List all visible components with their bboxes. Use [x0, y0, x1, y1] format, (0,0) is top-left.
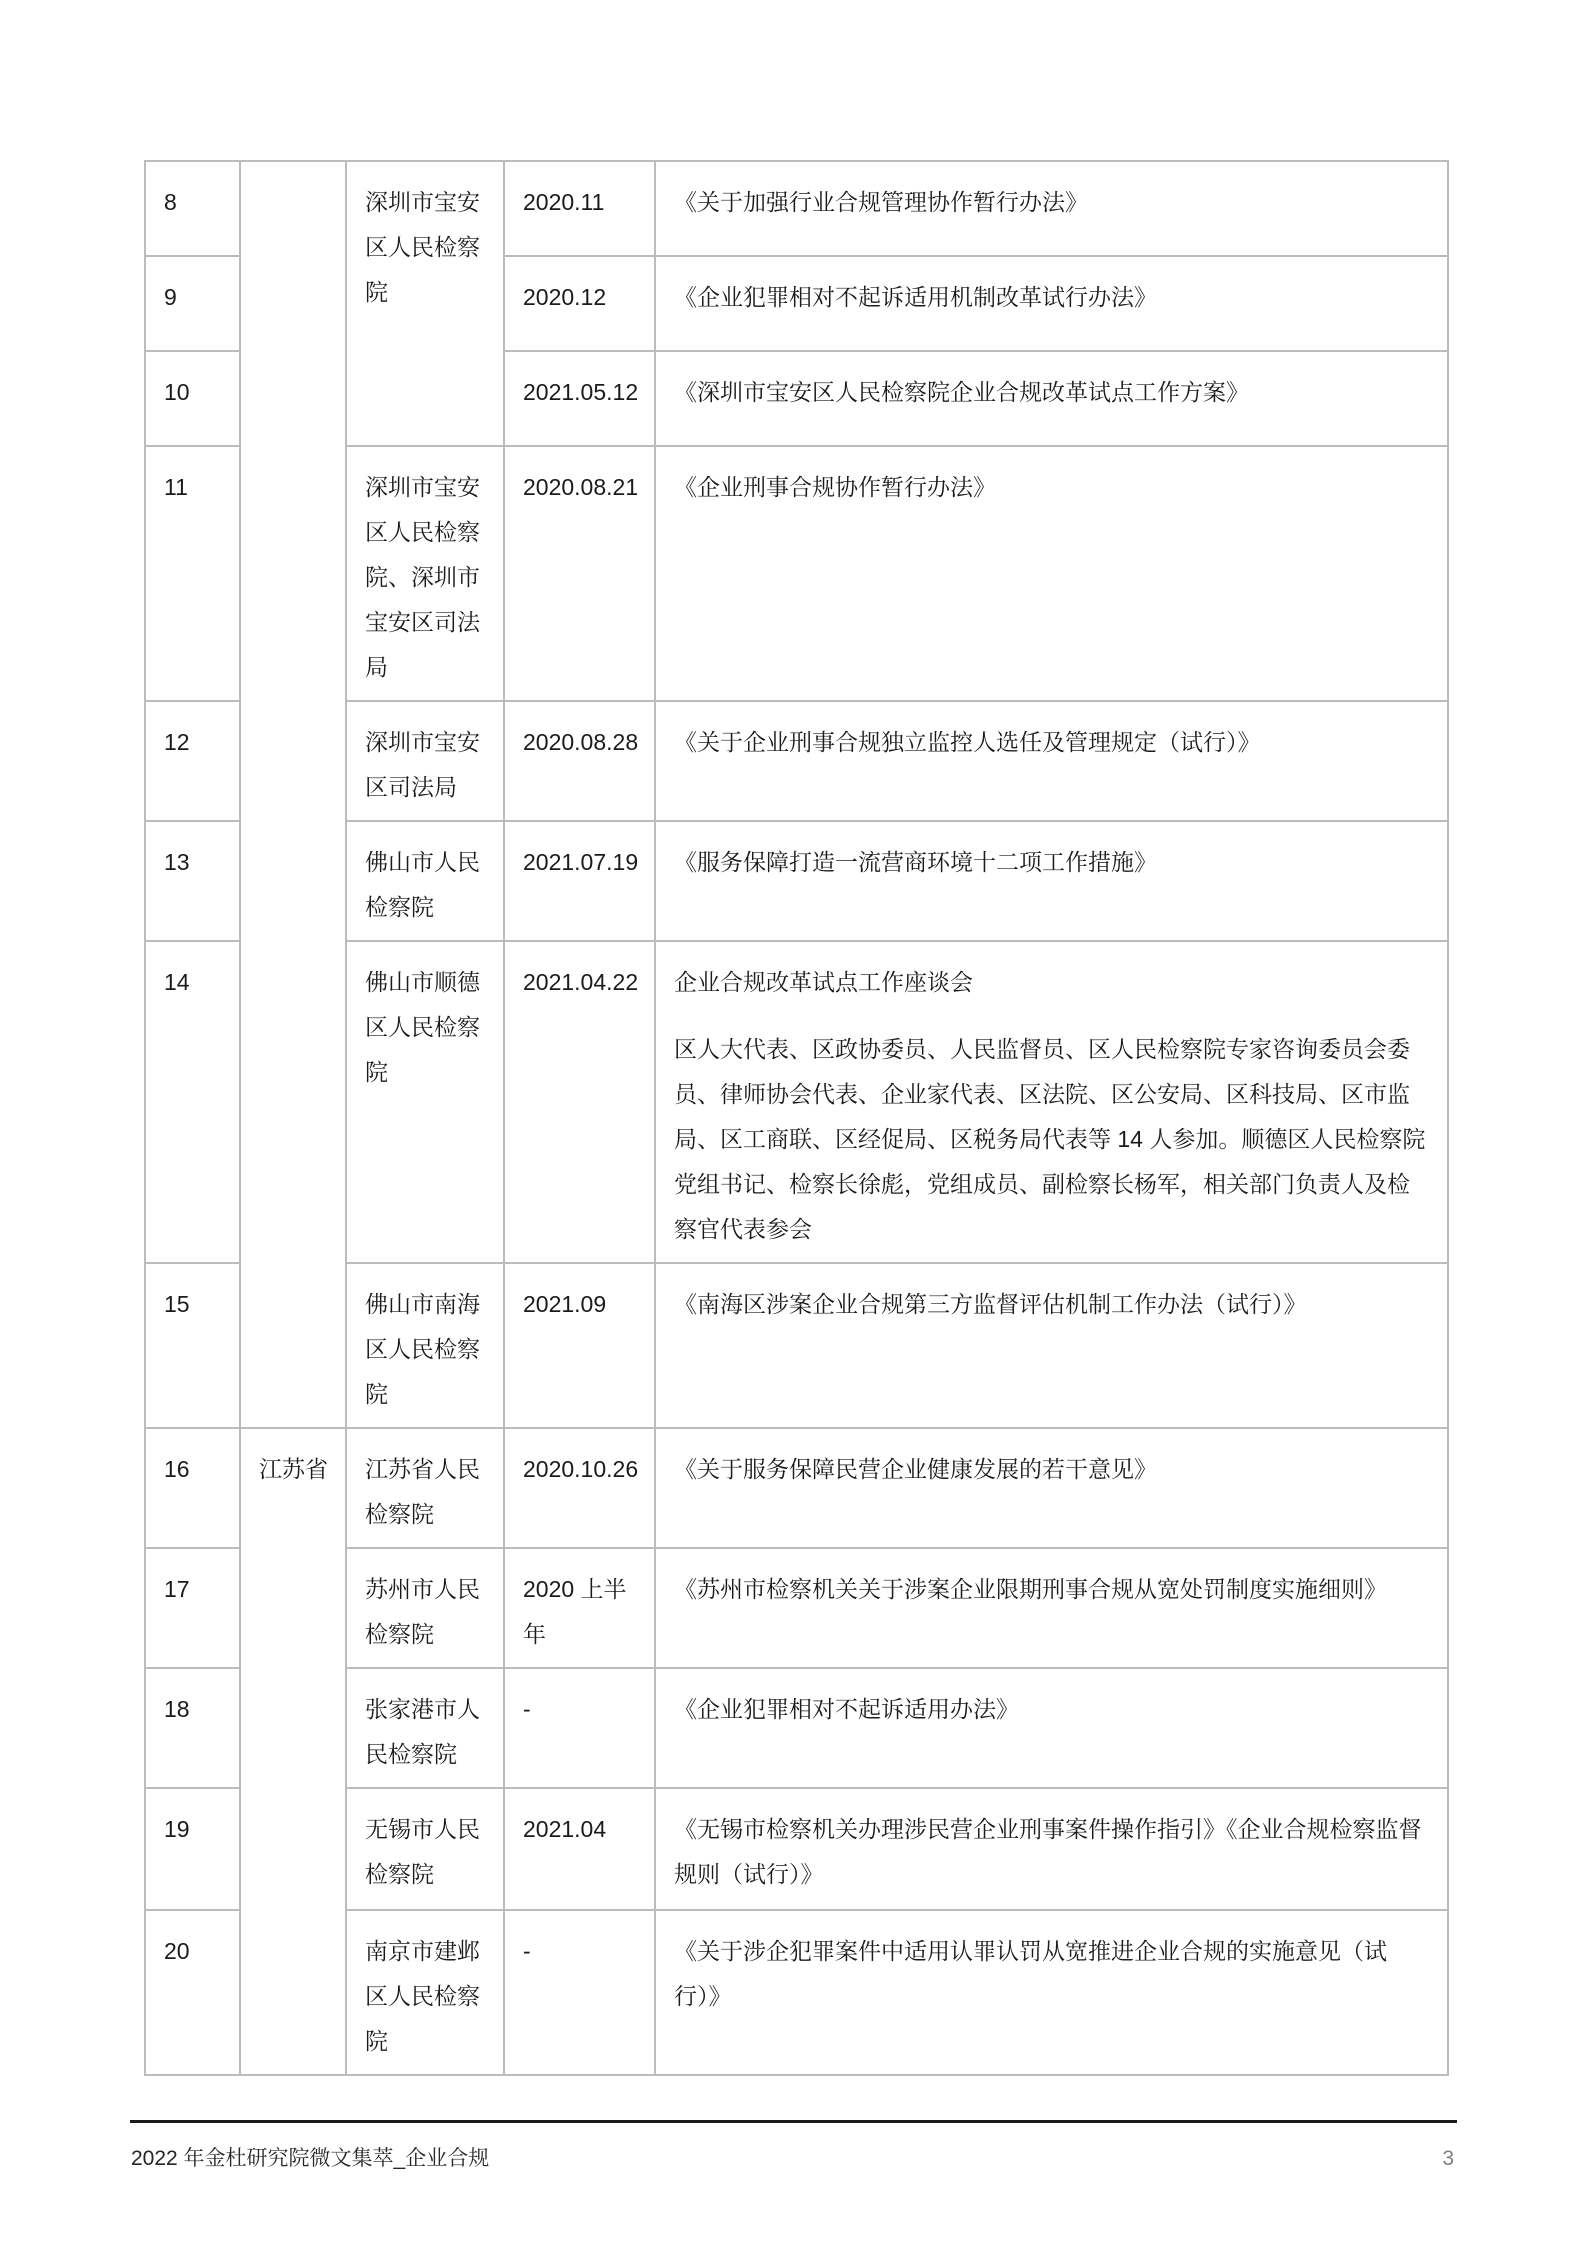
org-name: 深圳市宝安区司法局 [365, 729, 480, 800]
row-number-cell [145, 161, 240, 256]
doc-title: 《苏州市检察机关关于涉案企业限期刑事合规从宽处罚制度实施细则》 [674, 1576, 1387, 1602]
doc-title: 《关于加强行业合规管理协作暂行办法》 [674, 189, 1088, 215]
date-value: 2021.04.22 [523, 969, 639, 995]
doc-title: 《企业犯罪相对不起诉适用办法》 [674, 1696, 1019, 1722]
date-value: 2020.08.28 [523, 729, 639, 755]
title-cell [655, 446, 1448, 701]
date-value: - [523, 1938, 531, 1964]
doc-title: 《无锡市检察机关办理涉民营企业刑事案件操作指引》《企业合规检察监督规则（试行）》 [674, 1816, 1422, 1887]
row-number-cell [145, 701, 240, 821]
date-cell [504, 1428, 655, 1548]
date-value: - [523, 1696, 531, 1722]
province-cell-jiangsu [240, 1428, 346, 2075]
title-cell [655, 1263, 1448, 1428]
org-cell [346, 446, 504, 701]
date-value: 2021.09 [523, 1291, 607, 1317]
row-number-cell [145, 351, 240, 446]
doc-title: 《南海区涉案企业合规第三方监督评估机制工作办法（试行）》 [674, 1291, 1307, 1317]
date-cell [504, 1263, 655, 1428]
org-cell [346, 701, 504, 821]
row-number: 13 [164, 849, 190, 875]
doc-title: 《关于企业刑事合规独立监控人选任及管理规定（试行）》 [674, 729, 1261, 755]
footer-divider [130, 2120, 1457, 2123]
date-cell [504, 1668, 655, 1788]
date-value: 2021.07.19 [523, 849, 639, 875]
org-cell [346, 1788, 504, 1910]
date-value: 2021.04 [523, 1816, 607, 1842]
event-title: 企业合规改革试点工作座谈会 [674, 969, 973, 995]
row-number-cell [145, 256, 240, 351]
row-number: 18 [164, 1696, 190, 1722]
date-cell [504, 1910, 655, 2075]
date-cell [504, 1788, 655, 1910]
org-cell [346, 1263, 504, 1428]
row-number-cell [145, 446, 240, 701]
title-cell [655, 256, 1448, 351]
org-cell [346, 821, 504, 941]
org-cell [346, 1428, 504, 1548]
event-detail: 区人大代表、区政协委员、人民监督员、区人民检察院专家咨询委员会委员、律师协会代表、企业家代表、区法院、区公安局、区科技局、区市监局、区工商联、区经促局、区税务局代表等 14 人参加。顺德区人民检察院党组书记、检察长徐彪，党组成员、副检察长杨军，相关部门负责人及检察官代表参会 [674, 1036, 1426, 1242]
doc-title: 《关于涉企犯罪案件中适用认罪认罚从宽推进企业合规的实施意见（试行）》 [674, 1938, 1387, 2009]
title-cell [655, 1788, 1448, 1910]
row-number: 14 [164, 969, 190, 995]
org-name: 佛山市顺德区人民检察院 [365, 969, 480, 1085]
org-name: 张家港市人民检察院 [365, 1696, 480, 1767]
org-cell [346, 1548, 504, 1668]
org-name: 佛山市南海区人民检察院 [365, 1291, 480, 1407]
footer-document-title: 2022 年金杜研究院微文集萃_企业合规 [131, 2147, 490, 2170]
row-number: 10 [164, 379, 190, 405]
date-cell [504, 701, 655, 821]
doc-title: 《企业刑事合规协作暂行办法》 [674, 474, 996, 500]
doc-title: 《关于服务保障民营企业健康发展的若干意见》 [674, 1456, 1157, 1482]
date-cell [504, 941, 655, 1263]
doc-title: 《服务保障打造一流营商环境十二项工作措施》 [674, 849, 1157, 875]
date-cell [504, 161, 655, 256]
row-number: 16 [164, 1456, 190, 1482]
title-cell [655, 821, 1448, 941]
org-name: 江苏省人民检察院 [365, 1456, 480, 1527]
date-cell [504, 446, 655, 701]
row-number: 17 [164, 1576, 190, 1602]
date-cell [504, 351, 655, 446]
doc-title: 《企业犯罪相对不起诉适用机制改革试行办法》 [674, 284, 1157, 310]
title-cell [655, 1910, 1448, 2075]
legal-docs-table [144, 160, 1449, 2076]
date-value: 2020.10.26 [523, 1456, 639, 1482]
date-cell [504, 1548, 655, 1668]
row-number: 11 [164, 474, 188, 500]
org-name: 南京市建邺区人民检察院 [365, 1938, 480, 2054]
org-name: 苏州市人民检察院 [365, 1576, 480, 1647]
title-cell [655, 1428, 1448, 1548]
row-number-cell [145, 1788, 240, 1910]
province-cell-guangdong-continued [240, 161, 346, 1428]
org-cell [346, 941, 504, 1263]
title-cell [655, 351, 1448, 446]
date-value: 2020.12 [523, 284, 607, 310]
doc-title: 《深圳市宝安区人民检察院企业合规改革试点工作方案》 [674, 379, 1249, 405]
row-number: 8 [164, 189, 177, 215]
row-number: 19 [164, 1816, 190, 1842]
row-number-cell [145, 1668, 240, 1788]
org-name: 深圳市宝安区人民检察院 [365, 189, 480, 305]
org-name: 深圳市宝安区人民检察院、深圳市宝安区司法局 [365, 474, 480, 680]
row-number: 20 [164, 1938, 190, 1964]
org-cell [346, 1668, 504, 1788]
table-row [145, 161, 1448, 256]
row-number: 12 [164, 729, 190, 755]
title-cell [655, 701, 1448, 821]
row-number-cell [145, 1428, 240, 1548]
org-cell [346, 1910, 504, 2075]
row-number-cell [145, 1548, 240, 1668]
page-number: 3 [1442, 2147, 1454, 2170]
row-number-cell [145, 941, 240, 1263]
table-row [145, 1428, 1448, 1548]
date-cell [504, 256, 655, 351]
date-value: 2020.11 [523, 189, 605, 215]
row-number-cell [145, 821, 240, 941]
row-number-cell [145, 1910, 240, 2075]
title-cell [655, 941, 1448, 1263]
org-name: 佛山市人民检察院 [365, 849, 480, 920]
title-cell [655, 161, 1448, 256]
province-name: 江苏省 [259, 1456, 328, 1482]
date-value: 2021.05.12 [523, 379, 639, 405]
row-number-cell [145, 1263, 240, 1428]
date-value: 2020.08.21 [523, 474, 639, 500]
org-name: 无锡市人民检察院 [365, 1816, 480, 1887]
date-cell [504, 821, 655, 941]
date-value: 2020 上半年 [523, 1576, 627, 1647]
row-number: 15 [164, 1291, 190, 1317]
title-cell [655, 1548, 1448, 1668]
org-cell [346, 161, 504, 446]
title-cell [655, 1668, 1448, 1788]
row-number: 9 [164, 284, 177, 310]
